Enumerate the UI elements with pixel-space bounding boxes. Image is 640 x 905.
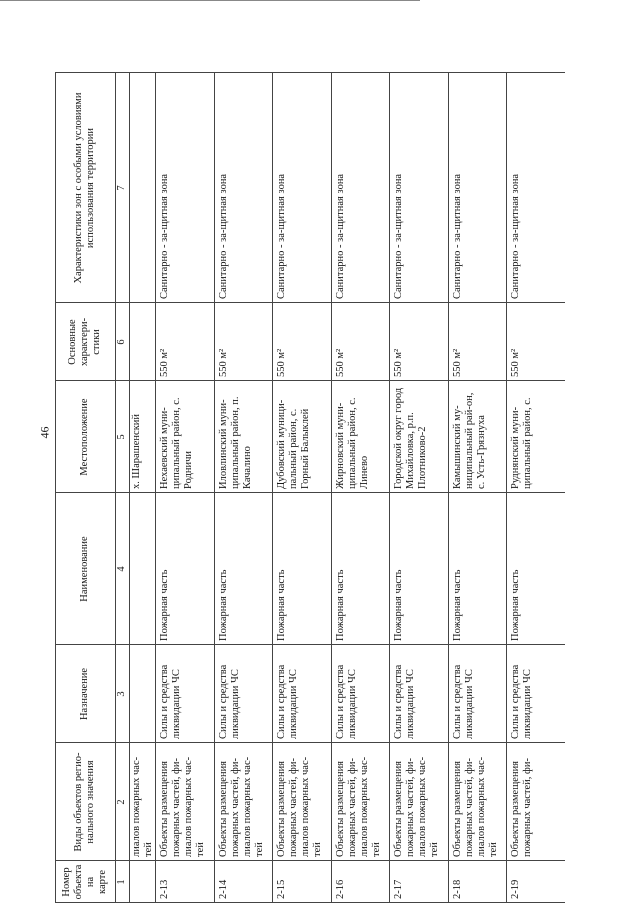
page-number: 46 [37,426,52,439]
object-zone: Санитарно - за-щитная зона [276,173,287,299]
object-name: Пожарная часть [451,569,463,641]
column-rule [55,72,565,73]
object-characteristics: 550 м² [451,348,463,377]
object-name: Пожарная часть [510,569,521,641]
object-characteristics: 550 м² [159,348,170,377]
column-number: 4 [116,566,127,572]
object-purpose: Силы и средства ликвидации ЧС [217,664,241,739]
column-number: 5 [116,434,127,440]
object-location: Жирновский муни-ципальный район, с. Линево [334,397,370,489]
object-number: 2-15 [276,879,287,899]
object-type: Объекты размещения пожарных частей, фи-лиалов пожарных час-тей [276,756,323,857]
object-purpose: Силы и средства ликвидации ЧС [159,664,182,739]
row-rule [129,73,130,903]
object-purpose: Силы и средства ликвидации ЧС [510,664,533,739]
row-rule [448,73,449,903]
object-name: Пожарная часть [393,569,404,641]
object-name: Пожарная часть [334,569,346,641]
object-zone: Санитарно - за-щитная зона [510,173,521,299]
object-type: Объекты размещения пожарных частей, фи-лиалов пожарных час-тей [334,756,382,857]
column-rule [55,902,565,903]
object-type: Объекты размещения пожарных частей, фи- [510,758,533,857]
column-number: 1 [116,879,127,885]
object-number: 2-13 [159,879,170,899]
row-rule [331,73,332,903]
object-type: Объекты размещения пожарных частей, фи-лиалов пожарных час-тей [217,756,265,857]
row-rule [506,73,507,903]
column-number: 2 [116,799,127,805]
row-rule [55,73,56,903]
object-characteristics: 550 м² [334,348,346,377]
object-zone: Санитарно - за-щитная зона [451,173,463,299]
object-characteristics: 550 м² [510,348,521,377]
object-characteristics: 550 м² [217,348,229,377]
object-location: Иловлинский муни-ципальный район, п. Качалино [217,396,253,489]
table [55,73,585,903]
object-purpose: Силы и средства ликвидации ЧС [451,664,475,739]
column-header: Виды объектов регио-нального значения [73,752,96,852]
object-location: Дубовский муници-пальный район, с. Горный Балыклей [276,399,311,489]
row-rule [272,73,273,903]
object-zone: Санитарно - за-щитная зона [393,173,404,299]
rotated-table [55,73,585,903]
column-number: 3 [116,691,127,697]
object-location: Городской округ город Михайловка, р.п. Плотниково-2 [393,387,428,489]
object-location: Нехаевский муни-ципальный район, с. Родничи [159,397,194,489]
object-purpose: Силы и средства ликвидации ЧС [393,664,416,739]
object-number: 2-17 [393,879,404,899]
column-header: Наименование [79,536,90,602]
object-type: Объекты размещения пожарных частей, фи-лиалов пожарных час-тей [393,756,440,857]
object-zone: Санитарно - за-щитная зона [334,173,346,299]
column-header: Номер объекта на карте [61,864,108,900]
column-rule [55,644,565,645]
top-rule [0,0,420,1]
object-name: Пожарная часть [159,569,170,641]
object-purpose: Силы и средства ликвидации ЧС [334,664,358,739]
object-name: Пожарная часть [276,569,287,641]
object-location: Руднянский муни-ципальный район, с. [510,397,533,489]
object-zone: Санитарно - за-щитная зона [217,173,229,299]
column-header: Назначение [79,667,90,721]
row-rule [389,73,390,903]
continued-location: х. Шарашенский [131,413,142,489]
column-header: Характеристики зон с особыми условиями использования территории [73,92,96,284]
object-type: Объекты размещения пожарных частей, фи-лиалов пожарных час-тей [159,756,206,857]
column-number: 6 [116,339,127,345]
object-number: 2-19 [510,879,521,899]
object-number: 2-16 [334,879,346,899]
object-name: Пожарная часть [217,569,229,641]
column-number: 7 [116,185,127,191]
row-rule [155,73,156,903]
column-header: Основные характери-стики [67,317,102,367]
object-number: 2-14 [217,879,229,899]
object-characteristics: 550 м² [393,348,404,377]
object-characteristics: 550 м² [276,348,287,377]
continued-type: лиалов пожарных час-тей [131,756,154,857]
object-type: Объекты размещения пожарных частей, фи-лиалов пожарных час-тей [451,756,499,857]
column-rule [55,302,565,303]
object-location: Камышинский му-ниципальный рай-он, с. Усть-Грязнуха [451,392,487,489]
row-rule [214,73,215,903]
object-number: 2-18 [451,879,463,899]
object-purpose: Силы и средства ликвидации ЧС [276,664,299,739]
column-header: Местоположение [79,398,90,476]
object-zone: Санитарно - за-щитная зона [159,173,170,299]
